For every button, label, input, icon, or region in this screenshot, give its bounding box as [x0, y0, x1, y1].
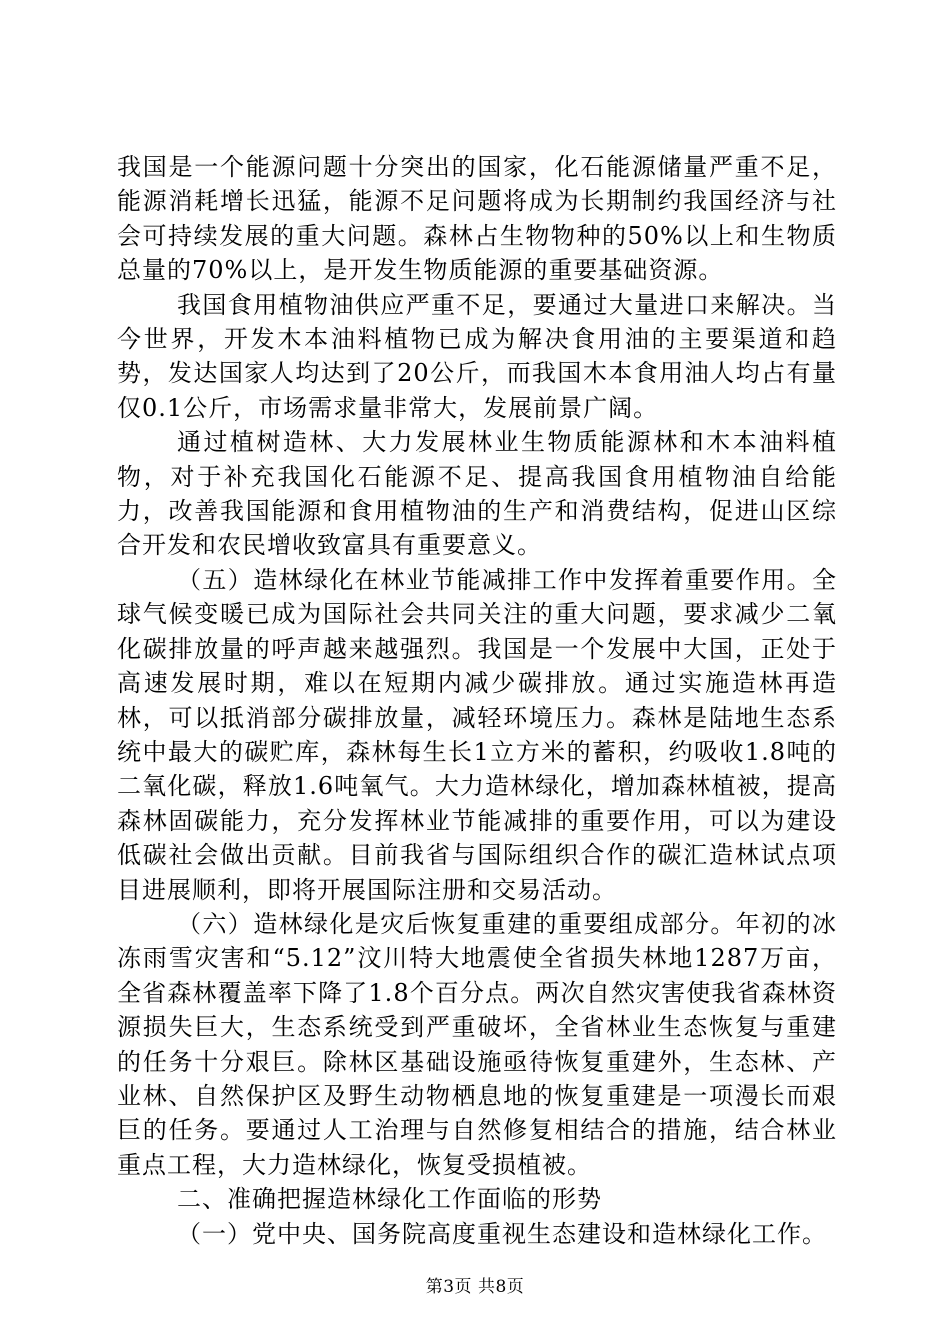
paragraph-section-six: （六）造林绿化是灾后恢复重建的重要组成部分。年初的冰冻雨雪灾害和“5.12”汶川特大地震使全省损失林地1287万亩，全省森林覆盖率下降了1.8个百分点。两次自然灾害使我省森林资源损失巨大，生态系统受到严重破坏，全省林业生态恢复与重建的任务十分艰巨。除林区基础设施亟待恢复重建外，生态林、产业林、自然保护区及野生动物栖息地的恢复重建是一项漫长而艰巨的任务。要通过人工治理与自然修复相结合的措施，结合林业重点工程，大力造林绿化，恢复受损植被。	[117, 909, 837, 1179]
page-footer	[0, 1276, 950, 1298]
paragraph-energy-shortage: 我国是一个能源问题十分突出的国家，化石能源储量严重不足，能源消耗增长迅猛，能源不足问题将成为长期制约我国经济与社会可持续发展的重大问题。森林占生物物种的50%以上和生物质总量的70%以上，是开发生物质能源的重要基础资源。	[117, 153, 837, 285]
document-body	[117, 150, 837, 1251]
paragraph-subsection-one: （一）党中央、国务院高度重视生态建设和造林绿化工作。	[177, 1219, 827, 1248]
paragraph-edible-oil: 我国食用植物油供应严重不足，要通过大量进口来解决。当今世界，开发木本油料植物已成为解决食用油的主要渠道和趋势，发达国家人均达到了20公斤，而我国木本食用油人均占有量仅0.1公斤，市场需求量非常大，发展前景广阔。	[117, 290, 837, 422]
paragraph-bioenergy-significance: 通过植树造林、大力发展林业生物质能源林和木本油料植物，对于补充我国化石能源不足、提高我国食用植物油自给能力，改善我国能源和食用植物油的生产和消费结构，促进山区综合开发和农民增收致富具有重要意义。	[117, 428, 837, 560]
paragraph-section-five: （五）造林绿化在林业节能减排工作中发挥着重要作用。全球气候变暖已成为国际社会共同关注的重大问题，要求减少二氧化碳排放量的呼声越来越强烈。我国是一个发展中大国，正处于高速发展时期，难以在短期内减少碳排放。通过实施造林再造林，可以抵消部分碳排放量，减轻环境压力。森林是陆地生态系统中最大的碳贮库，森林每生长1立方米的蓄积，约吸收1.8吨的二氧化碳，释放1.6吨氧气。大力造林绿化，增加森林植被，提高森林固碳能力，充分发挥林业节能减排的重要作用，可以为建设低碳社会做出贡献。目前我省与国际组织合作的碳汇造林试点项目进展顺利，即将开展国际注册和交易活动。	[117, 565, 837, 904]
page-number: 第3页 共8页	[425, 1277, 525, 1297]
section-heading-two: 二、准确把握造林绿化工作面临的形势	[177, 1185, 602, 1214]
